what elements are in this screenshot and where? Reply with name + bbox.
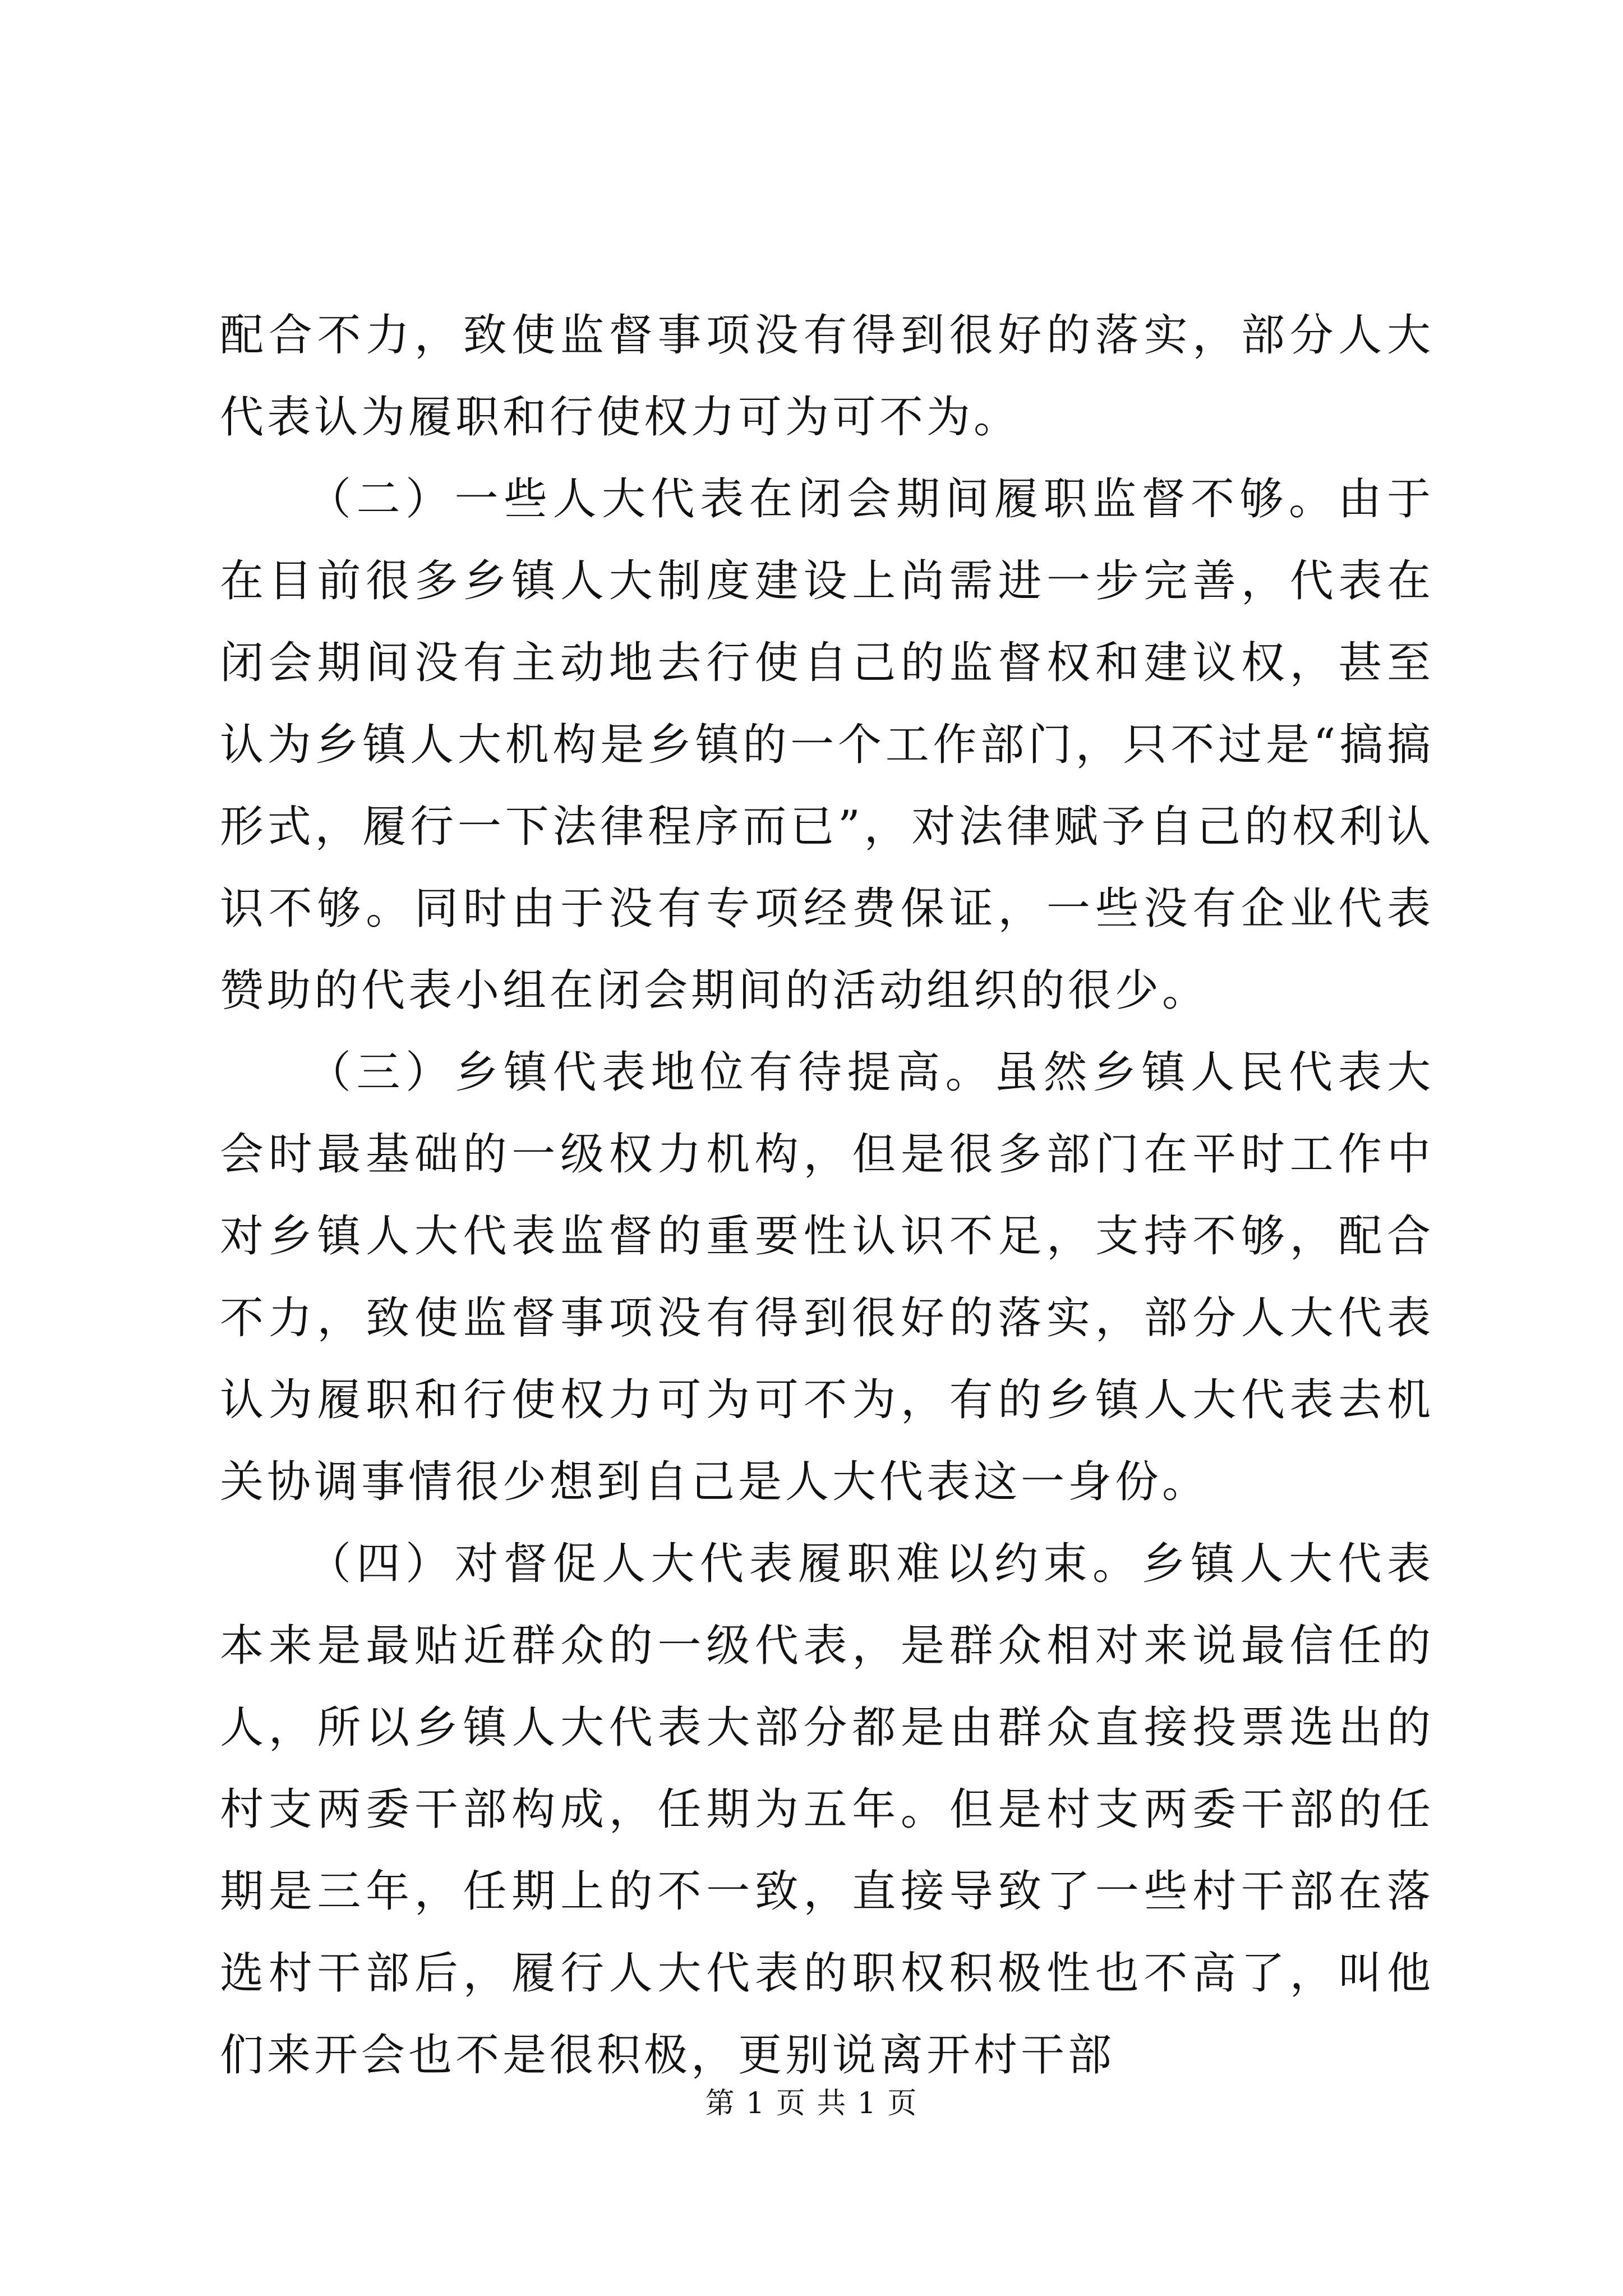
document-body	[220, 295, 1434, 2096]
paragraph-section-4: （四）对督促人大代表履职难以约束。乡镇人大代表本来是最贴近群众的一级代表，是群众相对来说最信任的人，所以乡镇人大代表大部分都是由群众直接投票选出的村支两委干部构成，任期为五年。但是村支两委干部的任期是三年，任期上的不一致，直接导致了一些村干部在落选村干部后，履行人大代表的职权积极性也不高了，叫他们来开会也不是很积极，更别说离开村干部	[220, 1539, 1434, 2081]
page-number-footer: 第 1 页 共 1 页	[705, 2087, 918, 2120]
paragraph-section-2: （二）一些人大代表在闭会期间履职监督不够。由于在目前很多乡镇人大制度建设上尚需进一步完善，代表在闭会期间没有主动地去行使自己的监督权和建议权，甚至认为乡镇人大机构是乡镇的一个工作部门，只不过是“搞搞形式，履行一下法律程序而已”，对法律赋予自己的权利认识不够。同时由于没有专项经费保证，一些没有企业代表赞助的代表小组在闭会期间的活动组织的很少。	[220, 474, 1434, 1016]
paragraph-continuation: 配合不力，致使监督事项没有得到很好的落实，部分人大代表认为履职和行使权力可为可不为。	[220, 310, 1434, 443]
paragraph-section-3: （三）乡镇代表地位有待提高。虽然乡镇人民代表大会时最基础的一级权力机构，但是很多部门在平时工作中对乡镇人大代表监督的重要性认识不足，支持不够，配合不力，致使监督事项没有得到很好的落实，部分人大代表认为履职和行使权力可为可不为，有的乡镇人大代表去机关协调事情很少想到自己是人大代表这一身份。	[220, 1047, 1434, 1507]
